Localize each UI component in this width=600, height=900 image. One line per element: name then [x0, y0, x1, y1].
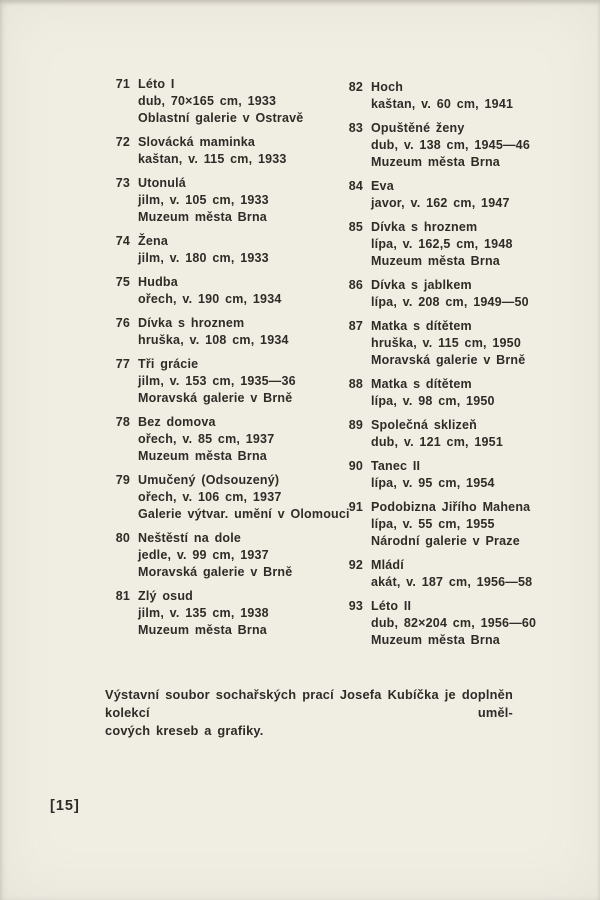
entry-detail: Muzeum města Brna	[371, 633, 500, 647]
entry-detail: jilm, v. 153 cm, 1935—36	[138, 374, 296, 388]
catalog-entry	[110, 472, 350, 523]
footer-note-line: Výstavní soubor sochařských prací Josefa Kubíčka je doplněn kolekcí uměl-	[105, 687, 513, 720]
catalog-entry	[343, 499, 583, 550]
entry-number: 92	[348, 558, 363, 572]
entry-detail: lípa, v. 98 cm, 1950	[371, 394, 495, 408]
entry-number: 83	[348, 121, 363, 135]
catalog-entry	[110, 134, 350, 168]
catalog-column-left	[110, 76, 350, 646]
entry-number: 85	[348, 220, 363, 234]
entry-detail: dub, 82×204 cm, 1956—60	[371, 616, 537, 630]
entry-detail: ořech, v. 106 cm, 1937	[138, 490, 282, 504]
entry-detail: jilm, v. 135 cm, 1938	[138, 606, 269, 620]
entry-detail: Muzeum města Brna	[138, 210, 267, 224]
entry-number: 87	[348, 319, 363, 333]
catalog-entry	[343, 277, 583, 311]
footer-note	[105, 686, 513, 740]
entry-detail: Oblastní galerie v Ostravě	[138, 111, 304, 125]
entry-title: Zlý osud	[138, 589, 193, 603]
entry-number: 74	[115, 234, 130, 248]
entry-detail: Muzeum města Brna	[371, 155, 500, 169]
entry-title: Dívka s hroznem	[371, 220, 478, 234]
catalog-entry	[110, 530, 350, 581]
entry-title: Slovácká maminka	[138, 135, 256, 149]
entry-detail: jedle, v. 99 cm, 1937	[138, 548, 269, 562]
entry-number: 73	[115, 176, 130, 190]
catalog-entry	[343, 557, 583, 591]
entry-title: Hoch	[371, 80, 404, 94]
entry-number: 72	[115, 135, 130, 149]
entry-title: Eva	[371, 179, 394, 193]
entry-number: 80	[115, 531, 130, 545]
entry-number: 77	[115, 357, 130, 371]
entry-title: Společná sklizeň	[371, 418, 477, 432]
catalog-entry	[110, 274, 350, 308]
entry-number: 86	[348, 278, 363, 292]
catalog-entry	[343, 178, 583, 212]
entry-detail: Muzeum města Brna	[138, 623, 267, 637]
entry-title: Dívka s jablkem	[371, 278, 472, 292]
entry-detail: lípa, v. 208 cm, 1949—50	[371, 295, 529, 309]
entry-detail: ořech, v. 190 cm, 1934	[138, 292, 282, 306]
entry-detail: lípa, v. 95 cm, 1954	[371, 476, 495, 490]
catalog-entry	[110, 356, 350, 407]
entry-number: 81	[115, 589, 130, 603]
entry-detail: kaštan, v. 115 cm, 1933	[138, 152, 287, 166]
entry-title: Mládí	[371, 558, 404, 572]
entry-title: Matka s dítětem	[371, 377, 472, 391]
entry-title: Léto I	[138, 77, 175, 91]
catalog-entry	[110, 175, 350, 226]
entry-number: 82	[348, 80, 363, 94]
entry-title: Žena	[138, 234, 168, 248]
entry-title: Utonulá	[138, 176, 186, 190]
entry-title: Tanec II	[371, 459, 421, 473]
entry-number: 84	[348, 179, 363, 193]
entry-title: Umučený (Odsouzený)	[138, 473, 280, 487]
entry-number: 89	[348, 418, 363, 432]
catalog-entry	[343, 120, 583, 171]
entry-detail: kaštan, v. 60 cm, 1941	[371, 97, 514, 111]
entry-detail: Muzeum města Brna	[371, 254, 500, 268]
footer-note-line: cových kreseb a grafiky.	[105, 723, 264, 738]
entry-detail: lípa, v. 55 cm, 1955	[371, 517, 495, 531]
entry-detail: akát, v. 187 cm, 1956—58	[371, 575, 533, 589]
entry-title: Podobizna Jiřího Mahena	[371, 500, 531, 514]
entry-title: Neštěstí na dole	[138, 531, 242, 545]
entry-detail: jilm, v. 180 cm, 1933	[138, 251, 269, 265]
entry-title: Hudba	[138, 275, 178, 289]
catalog-entry	[343, 79, 583, 113]
entry-title: Opuštěné ženy	[371, 121, 465, 135]
entry-detail: Moravská galerie v Brně	[138, 391, 293, 405]
entry-number: 75	[115, 275, 130, 289]
catalog-entry	[343, 598, 583, 649]
entry-number: 71	[115, 77, 130, 91]
catalog-entry	[110, 414, 350, 465]
catalog-entry	[110, 315, 350, 349]
entry-detail: Galerie výtvar. umění v Olomouci	[138, 507, 350, 521]
entry-number: 88	[348, 377, 363, 391]
entry-number: 91	[348, 500, 363, 514]
entry-title: Matka s dítětem	[371, 319, 472, 333]
entry-detail: jilm, v. 105 cm, 1933	[138, 193, 269, 207]
entry-detail: Muzeum města Brna	[138, 449, 267, 463]
entry-number: 76	[115, 316, 130, 330]
entry-detail: dub, v. 138 cm, 1945—46	[371, 138, 530, 152]
page-number: [15]	[50, 798, 80, 814]
entry-title: Tři grácie	[138, 357, 199, 371]
entry-title: Dívka s hroznem	[138, 316, 245, 330]
entry-detail: Moravská galerie v Brně	[371, 353, 526, 367]
entry-detail: Moravská galerie v Brně	[138, 565, 293, 579]
entry-number: 90	[348, 459, 363, 473]
entry-detail: hruška, v. 115 cm, 1950	[371, 336, 521, 350]
catalog-column-right	[343, 79, 583, 656]
entry-detail: javor, v. 162 cm, 1947	[371, 196, 510, 210]
entry-detail: ořech, v. 85 cm, 1937	[138, 432, 275, 446]
entry-number: 78	[115, 415, 130, 429]
entry-detail: hruška, v. 108 cm, 1934	[138, 333, 289, 347]
catalog-entry	[110, 76, 350, 127]
entry-number: 79	[115, 473, 130, 487]
entry-detail: dub, v. 121 cm, 1951	[371, 435, 503, 449]
catalog-entry	[343, 376, 583, 410]
entry-number: 93	[348, 599, 363, 613]
entry-detail: dub, 70×165 cm, 1933	[138, 94, 277, 108]
catalog-entry	[343, 458, 583, 492]
catalog-entry	[110, 588, 350, 639]
entry-title: Bez domova	[138, 415, 216, 429]
catalog-entry	[343, 417, 583, 451]
entry-detail: lípa, v. 162,5 cm, 1948	[371, 237, 513, 251]
catalog-entry	[110, 233, 350, 267]
entry-title: Léto II	[371, 599, 412, 613]
catalog-entry	[343, 318, 583, 369]
catalog-entry	[343, 219, 583, 270]
entry-detail: Národní galerie v Praze	[371, 534, 520, 548]
